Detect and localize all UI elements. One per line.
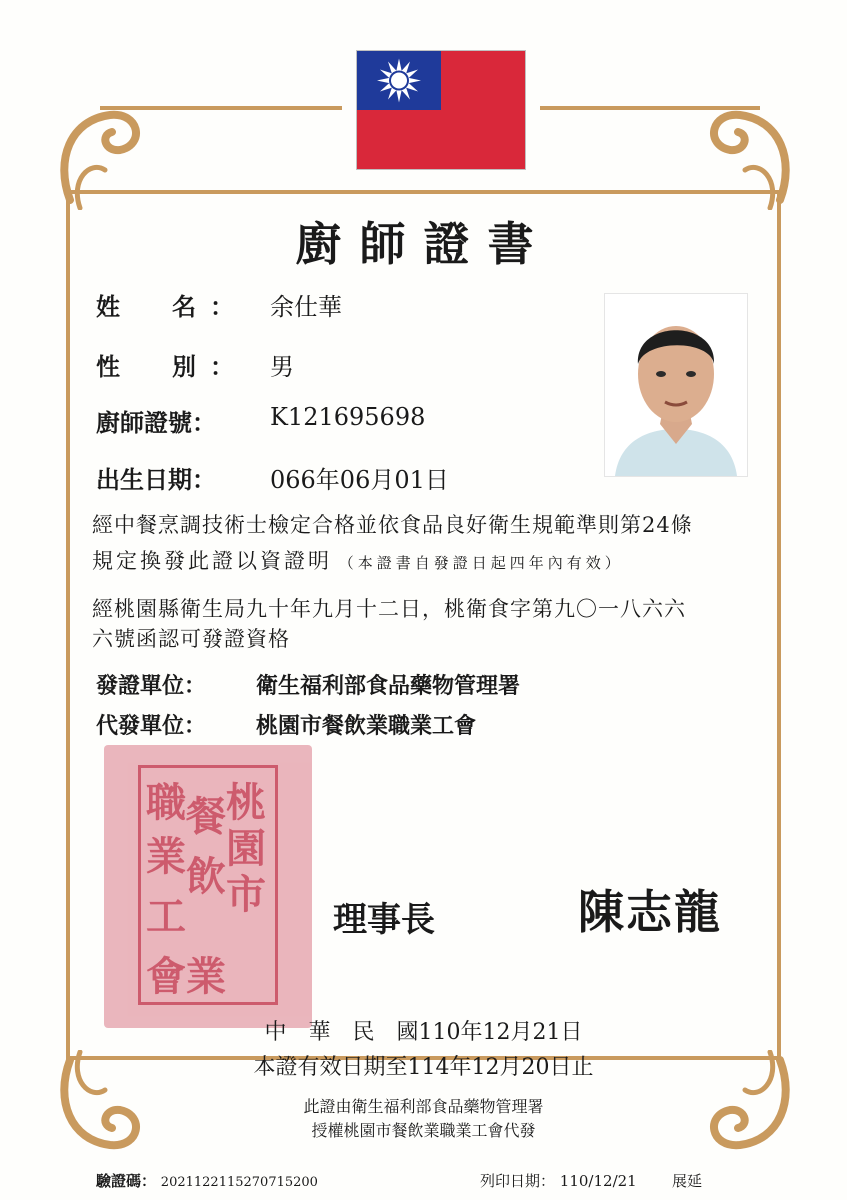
seal-char: 工	[146, 893, 186, 940]
seal-char: 業	[146, 833, 186, 880]
verify-code-label: 驗證碼：	[96, 1172, 157, 1190]
chairman-title: 理事長	[333, 900, 435, 940]
union-seal-stamp	[104, 745, 312, 1028]
body-line-4: 六號函認可發證資格	[92, 627, 290, 651]
agent-label: 代發單位：	[96, 713, 207, 739]
issuer-label: 發證單位：	[96, 673, 207, 699]
seal-char: 職	[146, 779, 186, 826]
chairman-signature: 陳志龍	[578, 885, 722, 939]
extension-note: 展延	[672, 1172, 703, 1190]
cert-number-label: 廚師證號：	[96, 408, 216, 437]
verify-code	[96, 1170, 318, 1191]
print-date-value: 110/12/21	[559, 1172, 637, 1190]
certificate-title: 廚師證書	[295, 217, 552, 271]
seal-char: 市	[226, 871, 266, 918]
issue-date: 中 華 民 國110年12月21日	[264, 1020, 583, 1045]
birth-date-value: 066年06月01日	[270, 466, 449, 494]
print-date	[480, 1170, 637, 1191]
name-label: 姓 名：	[96, 292, 248, 321]
authorization-line-2: 授權桃園市餐飲業職業工會代發	[311, 1121, 536, 1140]
body-line-1: 經中餐烹調技術士檢定合格並依食品良好衛生規範準則第24條	[92, 513, 693, 537]
authorization-line-1: 此證由衛生福利部食品藥物管理署	[303, 1097, 544, 1116]
seal-char: 業	[186, 953, 226, 1000]
seal-char: 桃	[226, 779, 266, 826]
verify-code-value: 2021122115270715200	[160, 1175, 318, 1190]
corner-ornament-top-right-icon	[680, 90, 800, 210]
white-sun-icon	[357, 51, 441, 110]
issuer-value: 衛生福利部食品藥物管理署	[256, 673, 521, 699]
print-date-label: 列印日期：	[480, 1172, 556, 1190]
corner-ornament-top-left-icon	[50, 90, 170, 210]
name-value: 余仕華	[270, 293, 342, 321]
gender-label: 性 別：	[96, 352, 248, 381]
birth-date-label: 出生日期：	[96, 465, 216, 494]
validity-note: （本證書自發證日起四年內有效）	[338, 554, 624, 572]
expiry-date: 本證有效日期至114年12月20日止	[253, 1055, 594, 1080]
flag-canton	[357, 51, 441, 110]
roc-flag-icon	[357, 51, 525, 169]
body-line-2-text: 規定換發此證以資證明	[92, 549, 332, 573]
body-line-3: 經桃園縣衛生局九十年九月十二日，桃衛食字第九〇一八六六	[92, 597, 686, 621]
seal-char: 會	[146, 953, 186, 1000]
body-line-2	[92, 546, 624, 578]
seal-char: 園	[226, 825, 266, 872]
seal-char: 餐	[186, 793, 226, 840]
person-portrait-icon	[605, 294, 747, 476]
holder-photo	[604, 293, 748, 477]
agent-value: 桃園市餐飲業職業工會	[256, 713, 477, 739]
seal-char: 飲	[186, 853, 226, 900]
gender-value: 男	[270, 353, 294, 381]
cert-number-value: K121695698	[270, 403, 426, 431]
